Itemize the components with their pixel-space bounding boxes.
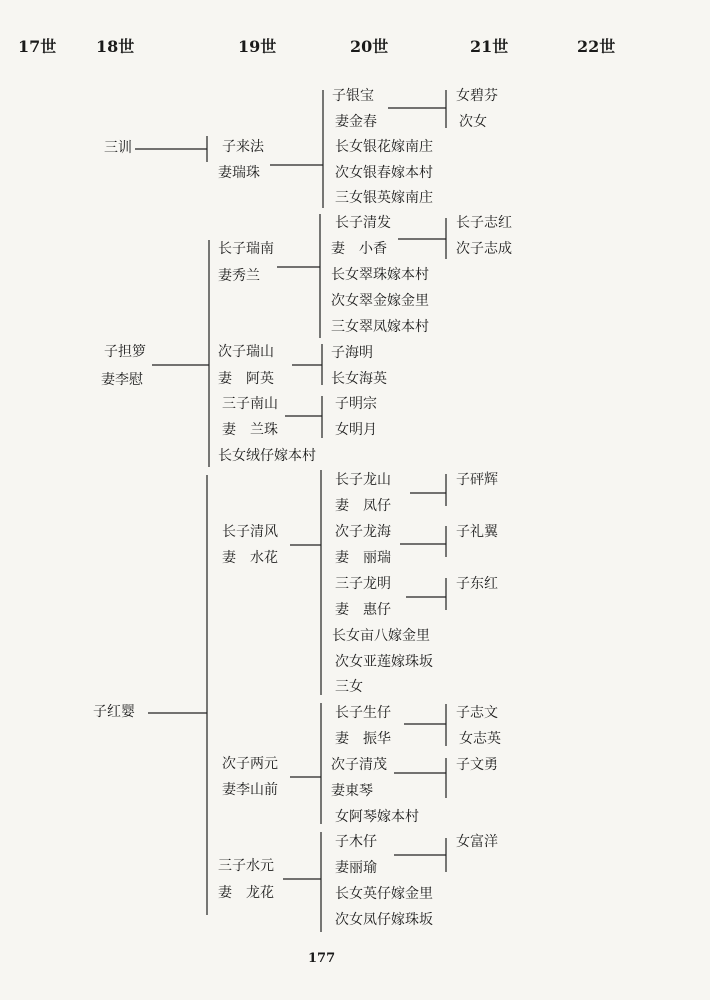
person-yinchun: 次女银春嫁本村 bbox=[335, 165, 433, 181]
generation-header-21: 21世 bbox=[470, 37, 509, 56]
person-penghui: 子砰辉 bbox=[456, 472, 498, 488]
person-liyi: 子礼翼 bbox=[456, 524, 498, 540]
person-nanshan-wife: 妻 兰珠 bbox=[222, 422, 278, 438]
person-cuizhu: 长女翠珠嫁本村 bbox=[331, 267, 429, 283]
person-ruishan-wife: 妻 阿英 bbox=[218, 371, 274, 387]
generation-header-17: 17世 bbox=[18, 37, 57, 56]
person-muzai-wife: 妻丽瑜 bbox=[335, 860, 377, 876]
person-shuiyuan-wife: 妻 龙花 bbox=[218, 885, 274, 901]
person-qingfa: 长子清发 bbox=[335, 215, 391, 231]
person-liangyuan: 次子两元 bbox=[222, 756, 278, 772]
person-longshan: 长子龙山 bbox=[335, 472, 391, 488]
person-donghong: 子东红 bbox=[456, 576, 498, 592]
person-qingmao-wife: 妻東琴 bbox=[331, 783, 373, 799]
person-yinbao-wife: 妻金春 bbox=[335, 114, 377, 130]
generation-header-19: 19世 bbox=[238, 37, 277, 56]
person-longhai-wife: 妻 丽瑞 bbox=[335, 550, 391, 566]
person-shengzai-wife: 妻 振华 bbox=[335, 731, 391, 747]
person-zhiwen: 子志文 bbox=[456, 705, 498, 721]
person-wenyong: 子文勇 bbox=[456, 757, 498, 773]
person-haiying: 长女海英 bbox=[331, 371, 387, 387]
person-muzai: 子木仔 bbox=[335, 834, 377, 850]
person-yinying: 三女银英嫁南庄 bbox=[335, 190, 433, 206]
person-cinu: 次女 bbox=[459, 114, 487, 130]
person-longhai: 次子龙海 bbox=[335, 524, 391, 540]
person-ruinan-wife: 妻秀兰 bbox=[218, 268, 260, 284]
person-fuyang: 女富洋 bbox=[456, 834, 498, 850]
person-danduo-wife: 妻李慰 bbox=[101, 372, 143, 388]
person-ruinan: 长子瑞南 bbox=[218, 241, 274, 257]
person-liangyuan-wife: 妻李山前 bbox=[222, 782, 278, 798]
generation-header-20: 20世 bbox=[350, 37, 389, 56]
person-shuiyuan: 三子水元 bbox=[218, 858, 274, 874]
person-qingfeng: 长子清风 bbox=[222, 524, 278, 540]
person-cuifeng: 三女翠凤嫁本村 bbox=[331, 319, 429, 335]
person-qingfeng-wife: 妻 水花 bbox=[222, 550, 278, 566]
person-yinhua: 长女银花嫁南庄 bbox=[335, 139, 433, 155]
person-laifa: 子来法 bbox=[222, 139, 264, 155]
person-zhihong: 长子志红 bbox=[456, 215, 512, 231]
person-mouba: 长女亩八嫁金里 bbox=[332, 628, 430, 644]
person-sanxun: 三训 bbox=[104, 140, 132, 156]
person-longshan-wife: 妻 凤仔 bbox=[335, 498, 391, 514]
person-qingfa-wife: 妻 小香 bbox=[331, 241, 387, 257]
person-bifen: 女碧芬 bbox=[456, 88, 498, 104]
page-number: 177 bbox=[308, 951, 336, 966]
person-yingzai: 长女英仔嫁金里 bbox=[335, 886, 433, 902]
person-danduo: 子担箩 bbox=[104, 344, 146, 360]
person-yalian: 次女亚莲嫁珠坂 bbox=[335, 654, 433, 670]
person-aqin: 女阿琴嫁本村 bbox=[335, 809, 419, 825]
person-yinbao: 子银宝 bbox=[332, 88, 374, 104]
person-longming-wife: 妻 惠仔 bbox=[335, 602, 391, 618]
person-rongzai: 长女绒仔嫁本村 bbox=[218, 448, 316, 464]
person-zhiying: 女志英 bbox=[459, 731, 501, 747]
person-longming: 三子龙明 bbox=[335, 576, 391, 592]
person-ruishan: 次子瑞山 bbox=[218, 344, 274, 360]
generation-header-22: 22世 bbox=[577, 37, 616, 56]
generation-header-18: 18世 bbox=[96, 37, 135, 56]
person-mingyue: 女明月 bbox=[335, 422, 377, 438]
person-haiming: 子海明 bbox=[331, 345, 373, 361]
person-hongying: 子红婴 bbox=[93, 704, 135, 720]
person-zhicheng: 次子志成 bbox=[456, 241, 512, 257]
person-laifa-wife: 妻瑞珠 bbox=[218, 165, 260, 181]
person-mingzong: 子明宗 bbox=[335, 396, 377, 412]
person-sannu: 三女 bbox=[335, 679, 363, 695]
person-cuijin: 次女翠金嫁金里 bbox=[331, 293, 429, 309]
person-nanshan: 三子南山 bbox=[222, 396, 278, 412]
person-qingmao: 次子清茂 bbox=[331, 757, 387, 773]
person-fengzai: 次女凤仔嫁珠坂 bbox=[335, 912, 433, 928]
person-shengzai: 长子生仔 bbox=[335, 705, 391, 721]
